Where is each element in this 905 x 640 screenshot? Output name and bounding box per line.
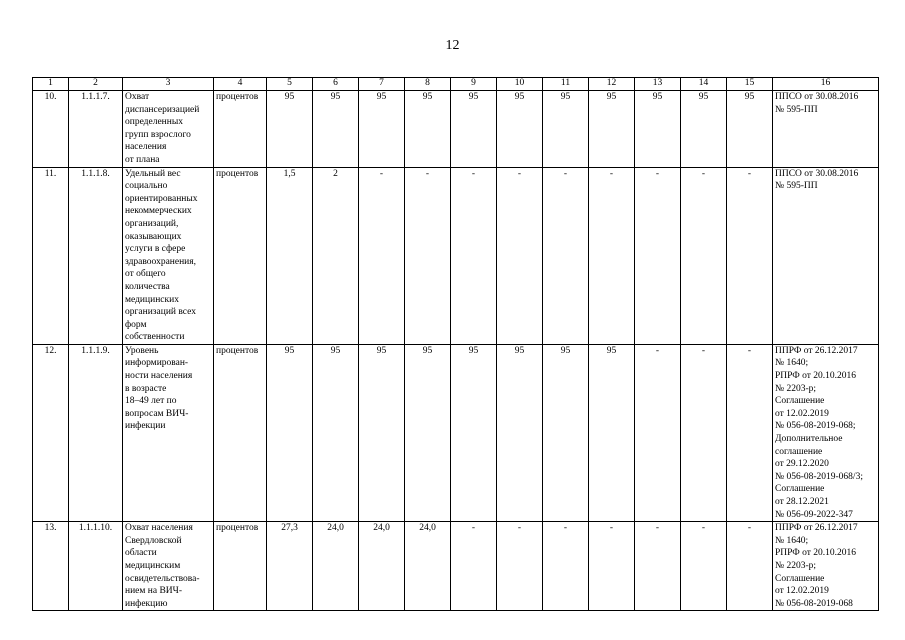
value-cell: -	[497, 522, 543, 611]
value-cell: 95	[451, 91, 497, 168]
row-number: 13.	[33, 522, 69, 611]
column-header: 5	[267, 78, 313, 91]
value-cell: 95	[313, 91, 359, 168]
value-cell: 95	[589, 344, 635, 521]
column-header: 9	[451, 78, 497, 91]
value-cell: -	[635, 522, 681, 611]
value-cell: -	[405, 167, 451, 344]
column-header: 1	[33, 78, 69, 91]
value-cell: 27,3	[267, 522, 313, 611]
value-cell: -	[451, 167, 497, 344]
header-row	[33, 78, 879, 91]
column-header: 4	[214, 78, 267, 91]
row-number: 11.	[33, 167, 69, 344]
value-cell: -	[635, 344, 681, 521]
value-cell: 95	[405, 91, 451, 168]
indicator-code: 1.1.1.8.	[69, 167, 123, 344]
unit-cell: процентов	[214, 522, 267, 611]
value-cell: 2	[313, 167, 359, 344]
value-cell: 95	[405, 344, 451, 521]
value-cell: 24,0	[313, 522, 359, 611]
value-cell: -	[589, 167, 635, 344]
table-row	[33, 344, 879, 521]
indicator-code: 1.1.1.10.	[69, 522, 123, 611]
value-cell: 95	[727, 91, 773, 168]
value-cell: 95	[267, 344, 313, 521]
column-header: 14	[681, 78, 727, 91]
indicator-name: Охват населения Свердловской области медицинским освидетельствова- нием на ВИЧ- инфекцию	[123, 522, 214, 611]
value-cell: 95	[497, 344, 543, 521]
value-cell: 95	[497, 91, 543, 168]
table-row	[33, 167, 879, 344]
value-cell: 95	[681, 91, 727, 168]
indicator-name: Удельный вес социально ориентированных некоммерческих организаций, оказывающих услуги в сфере здравоохранения, от общего количества медицинских организаций всех форм собственности	[123, 167, 214, 344]
unit-cell: процентов	[214, 91, 267, 168]
value-cell: 95	[635, 91, 681, 168]
value-cell: -	[543, 167, 589, 344]
indicator-code: 1.1.1.9.	[69, 344, 123, 521]
value-cell: -	[727, 344, 773, 521]
column-header: 10	[497, 78, 543, 91]
value-cell: -	[681, 167, 727, 344]
value-cell: 95	[451, 344, 497, 521]
column-header: 16	[773, 78, 879, 91]
column-header: 2	[69, 78, 123, 91]
value-cell: -	[727, 522, 773, 611]
value-cell: 1,5	[267, 167, 313, 344]
value-cell: 95	[359, 91, 405, 168]
column-header: 6	[313, 78, 359, 91]
value-cell: -	[635, 167, 681, 344]
source-document: ППРФ от 26.12.2017 № 1640; РПРФ от 20.10.2016 № 2203-р; Соглашение от 12.02.2019 № 056-08-2019-068	[773, 522, 879, 611]
value-cell: -	[727, 167, 773, 344]
value-cell: 95	[589, 91, 635, 168]
value-cell: -	[451, 522, 497, 611]
source-document: ППРФ от 26.12.2017 № 1640; РПРФ от 20.10.2016 № 2203-р; Соглашение от 12.02.2019 № 056-08-2019-068; Дополнительное соглашение от 29.12.2020 № 056-08-2019-068/3; Соглашение от 28.12.2021 № 056-09-2022-347	[773, 344, 879, 521]
value-cell: 24,0	[405, 522, 451, 611]
column-header: 3	[123, 78, 214, 91]
value-cell: 95	[313, 344, 359, 521]
indicator-name: Уровень информирован- ности населения в возрасте 18–49 лет по вопросам ВИЧ- инфекции	[123, 344, 214, 521]
unit-cell: процентов	[214, 167, 267, 344]
value-cell: 95	[267, 91, 313, 168]
source-document: ППСО от 30.08.2016 № 595-ПП	[773, 167, 879, 344]
value-cell: 95	[543, 344, 589, 521]
value-cell: -	[589, 522, 635, 611]
table-row	[33, 91, 879, 168]
row-number: 12.	[33, 344, 69, 521]
column-header: 8	[405, 78, 451, 91]
value-cell: -	[681, 522, 727, 611]
indicator-name: Охват диспансеризацией определенных групп взрослого населения от плана	[123, 91, 214, 168]
table-row	[33, 522, 879, 611]
unit-cell: процентов	[214, 344, 267, 521]
value-cell: -	[497, 167, 543, 344]
indicators-table	[32, 77, 879, 611]
indicator-code: 1.1.1.7.	[69, 91, 123, 168]
column-header: 11	[543, 78, 589, 91]
column-header: 13	[635, 78, 681, 91]
row-number: 10.	[33, 91, 69, 168]
value-cell: -	[359, 167, 405, 344]
value-cell: 95	[543, 91, 589, 168]
column-header: 7	[359, 78, 405, 91]
value-cell: -	[681, 344, 727, 521]
value-cell: -	[543, 522, 589, 611]
value-cell: 95	[359, 344, 405, 521]
value-cell: 24,0	[359, 522, 405, 611]
page-number: 12	[445, 38, 460, 53]
source-document: ППСО от 30.08.2016 № 595-ПП	[773, 91, 879, 168]
column-header: 12	[589, 78, 635, 91]
column-header: 15	[727, 78, 773, 91]
